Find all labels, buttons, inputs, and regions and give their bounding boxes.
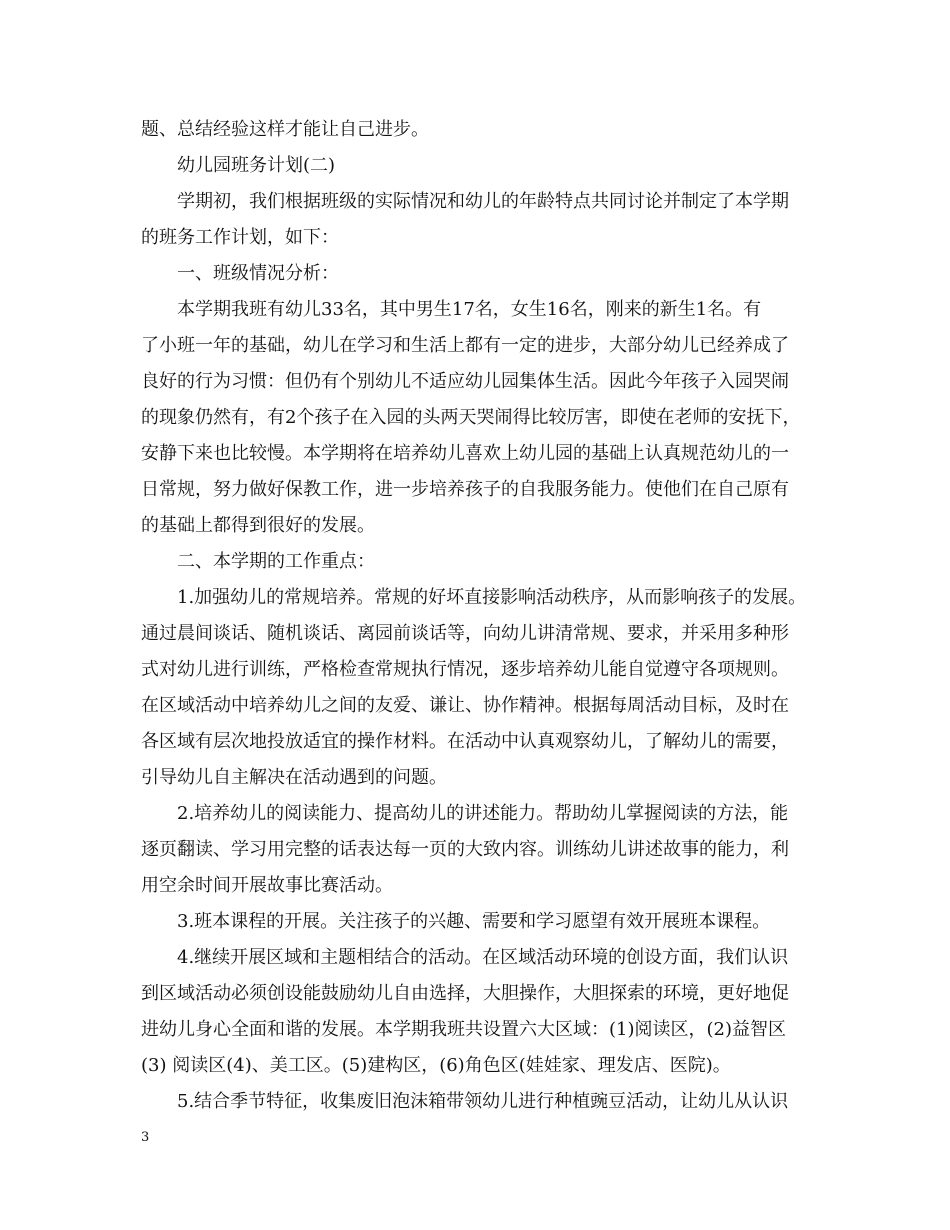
- text-line: 题、总结经验这样才能让自己进步。: [141, 119, 429, 140]
- body-text: [141, 112, 821, 1120]
- text-line: 各区域有层次地投放适宜的操作材料。在活动中认真观察幼儿，了解幼儿的需要，: [141, 731, 789, 752]
- page-number: 3: [141, 1130, 150, 1145]
- text-line: (3) 阅读区(4)、美工区。(5)建构区，(6)角色区(娃娃家、理发店、医院)。: [141, 1055, 731, 1076]
- text-line: 3.班本课程的开展。关注孩子的兴趣、需要和学习愿望有效开展班本课程。: [141, 911, 771, 932]
- text-line: 学期初，我们根据班级的实际情况和幼儿的年龄特点共同讨论并制定了本学期: [141, 191, 789, 212]
- text-line: 到区域活动必须创设能鼓励幼儿自由选择，大胆操作，大胆探索的环境，更好地促: [141, 983, 789, 1004]
- text-line: 的班务工作计划，如下：: [141, 227, 339, 248]
- text-line: 日常规，努力做好保教工作，进一步培养孩子的自我服务能力。使他们在自己原有: [141, 479, 789, 500]
- text-line: 了小班一年的基础，幼儿在学习和生活上都有一定的进步，大部分幼儿已经养成了: [141, 335, 789, 356]
- text-line: 本学期我班有幼儿33名，其中男生17名，女生16名，刚来的新生1名。有: [141, 299, 762, 320]
- text-line: 的现象仍然有，有2个孩子在入园的头两天哭闹得比较厉害，即使在老师的安抚下，: [141, 407, 801, 428]
- text-line: 二、本学期的工作重点：: [141, 551, 375, 572]
- text-line: 进幼儿身心全面和谐的发展。本学期我班共设置六大区域：(1)阅读区，(2)益智区: [141, 1019, 786, 1040]
- text-line: 良好的行为习惯：但仍有个别幼儿不适应幼儿园集体生活。因此今年孩子入园哭闹: [141, 371, 789, 392]
- text-line: 安静下来也比较慢。本学期将在培养幼儿喜欢上幼儿园的基础上认真规范幼儿的一: [141, 443, 789, 464]
- text-line: 幼儿园班务计划(二): [141, 155, 336, 176]
- text-line: 通过晨间谈话、随机谈话、离园前谈话等，向幼儿讲清常规、要求，并采用多种形: [141, 623, 789, 644]
- text-line: 4.继续开展区域和主题相结合的活动。在区域活动环境的创设方面，我们认识: [141, 947, 789, 968]
- text-line: 在区域活动中培养幼儿之间的友爱、谦让、协作精神。根据每周活动目标，及时在: [141, 695, 789, 716]
- text-line: 用空余时间开展故事比赛活动。: [141, 875, 393, 896]
- text-line: 式对幼儿进行训练，严格检查常规执行情况，逐步培养幼儿能自觉遵守各项规则。: [141, 659, 789, 680]
- text-line: 一、班级情况分析：: [141, 263, 339, 284]
- text-line: 引导幼儿自主解决在活动遇到的问题。: [141, 767, 447, 788]
- text-line: 2.培养幼儿的阅读能力、提高幼儿的讲述能力。帮助幼儿掌握阅读的方法，能: [141, 803, 789, 824]
- text-line: 逐页翻读、学习用完整的话表达每一页的大致内容。训练幼儿讲述故事的能力，利: [141, 839, 789, 860]
- text-line: 的基础上都得到很好的发展。: [141, 515, 375, 536]
- text-line: 5.结合季节特征，收集废旧泡沫箱带领幼儿进行种植豌豆活动，让幼儿从认识: [141, 1091, 789, 1112]
- text-line: 1.加强幼儿的常规培养。常规的好坏直接影响活动秩序，从而影响孩子的发展。: [141, 587, 807, 608]
